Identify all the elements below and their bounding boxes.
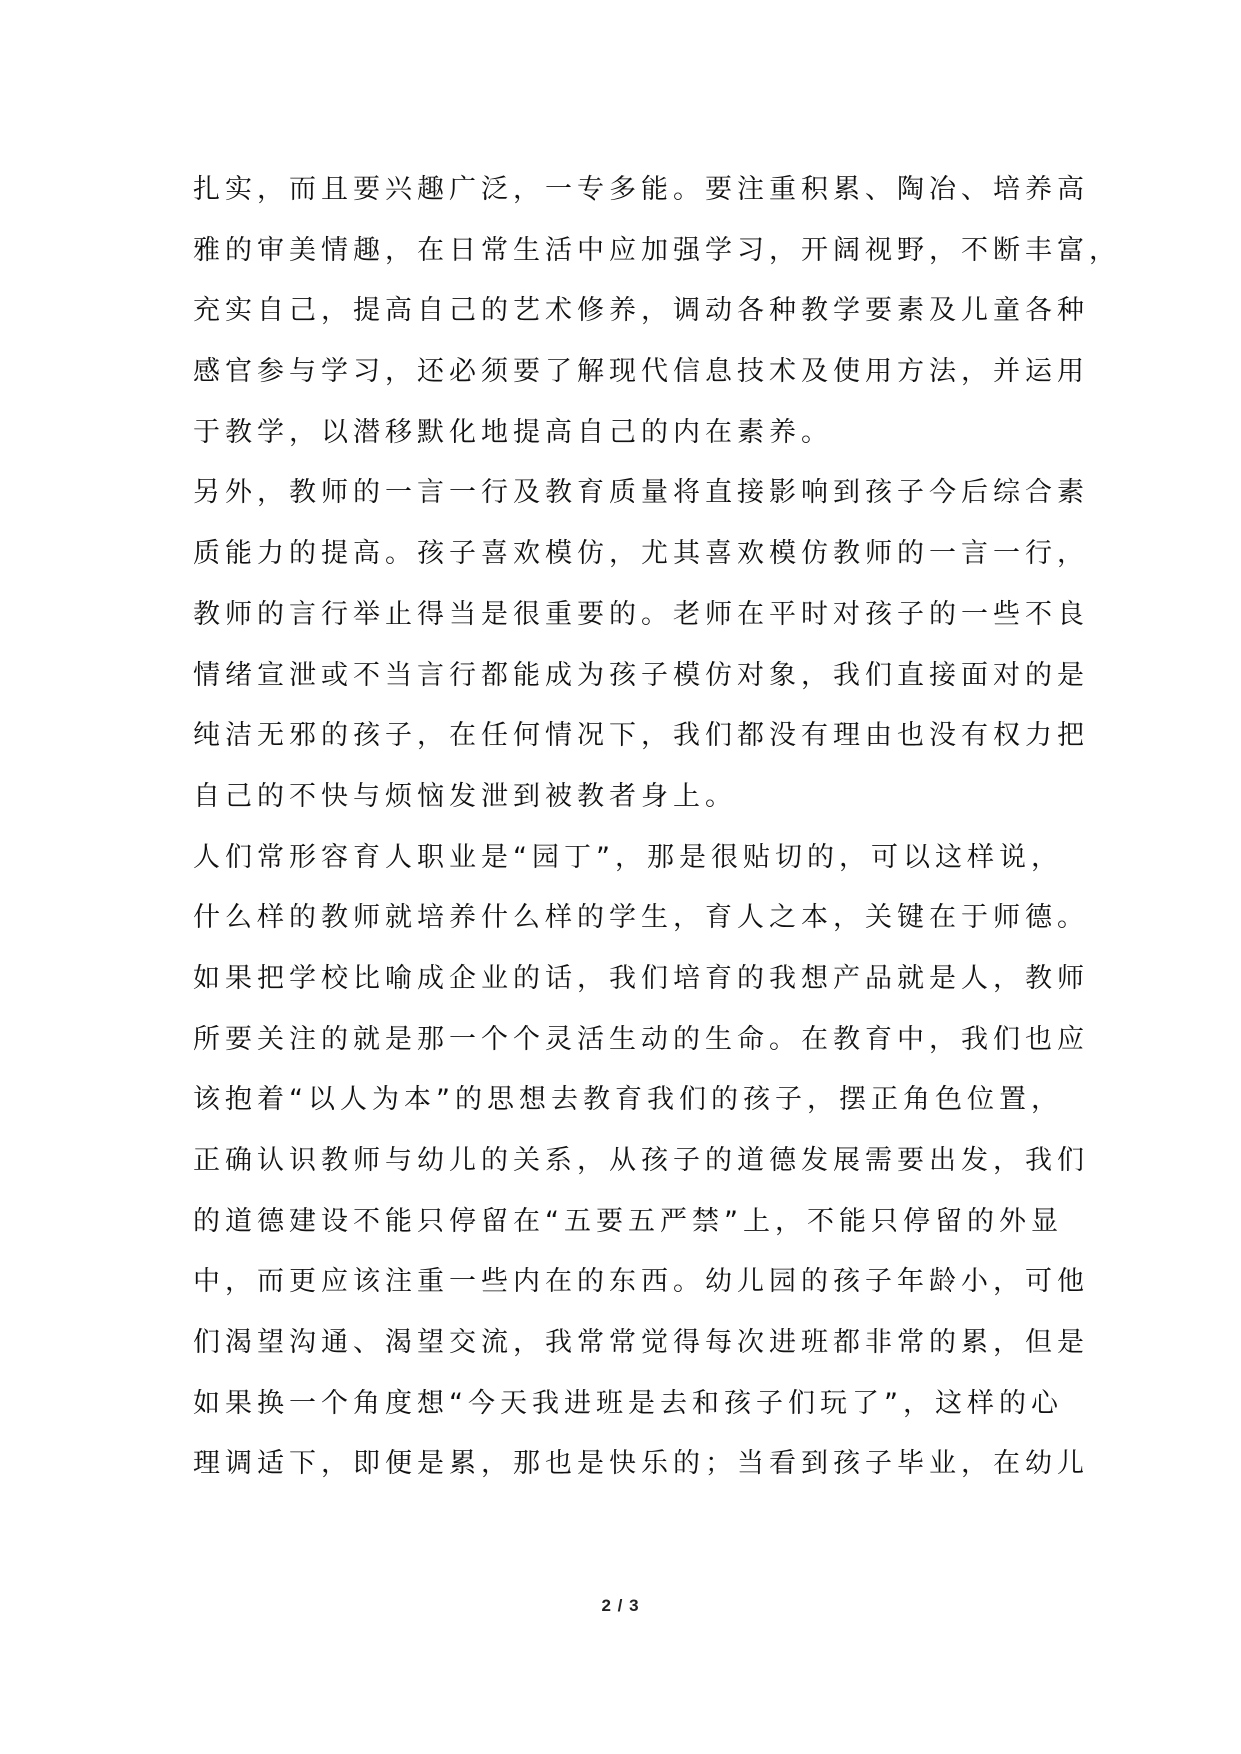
text-line: 自己的不快与烦恼发泄到被教者身上。 (193, 780, 737, 812)
text-line: 质能力的提高。孩子喜欢模仿，尤其喜欢模仿教师的一言一行， (193, 538, 1089, 570)
text-line: 另外，教师的一言一行及教育质量将直接影响到孩子今后综合素 (193, 477, 1089, 509)
text-line: 充实自己，提高自己的艺术修养，调动各种教学要素及儿童各种 (193, 295, 1089, 327)
text-line: 于教学，以潜移默化地提高自己的内在素养。 (193, 416, 833, 448)
text-line: 情绪宣泄或不当言行都能成为孩子模仿对象，我们直接面对的是 (193, 659, 1089, 691)
text-line: 纯洁无邪的孩子，在任何情况下，我们都没有理由也没有权力把 (193, 720, 1089, 752)
text-line: 扎实，而且要兴趣广泛，一专多能。要注重积累、陶冶、培养高 (193, 174, 1089, 205)
text-line: 人们常形容育人职业是“园丁”，那是很贴切的，可以这样说， (193, 841, 1063, 873)
text-line: 如果换一个角度想“今天我进班是去和孩子们玩了”，这样的心 (193, 1387, 1063, 1419)
text-line: 所要关注的就是那一个个灵活生动的生命。在教育中，我们也应 (193, 1023, 1089, 1055)
text-line: 如果把学校比喻成企业的话，我们培育的我想产品就是人，教师 (193, 962, 1089, 994)
text-line: 中，而更应该注重一些内在的东西。幼儿园的孩子年龄小，可他 (193, 1266, 1089, 1298)
text-line: 教师的言行举止得当是很重要的。老师在平时对孩子的一些不良 (193, 598, 1089, 630)
text-line: 该抱着“以人为本”的思想去教育我们的孩子，摆正角色位置， (193, 1084, 1063, 1116)
text-line: 雅的审美情趣，在日常生活中应加强学习，开阔视野，不断丰富， (193, 234, 1121, 266)
text-line: 感官参与学习，还必须要了解现代信息技术及使用方法，并运用 (193, 356, 1089, 388)
page-number: 2 / 3 (601, 1596, 640, 1615)
body-text (193, 160, 1121, 1495)
text-line: 的道德建设不能只停留在“五要五严禁”上，不能只停留的外显 (193, 1205, 1063, 1237)
text-line: 什么样的教师就培养什么样的学生，育人之本，关键在于师德。 (193, 902, 1089, 934)
text-line: 理调适下，即便是累，那也是快乐的；当看到孩子毕业，在幼儿 (193, 1448, 1089, 1480)
text-line: 们渴望沟通、渴望交流，我常常觉得每次进班都非常的累，但是 (193, 1327, 1089, 1359)
text-line: 正确认识教师与幼儿的关系，从孩子的道德发展需要出发，我们 (193, 1145, 1089, 1176)
